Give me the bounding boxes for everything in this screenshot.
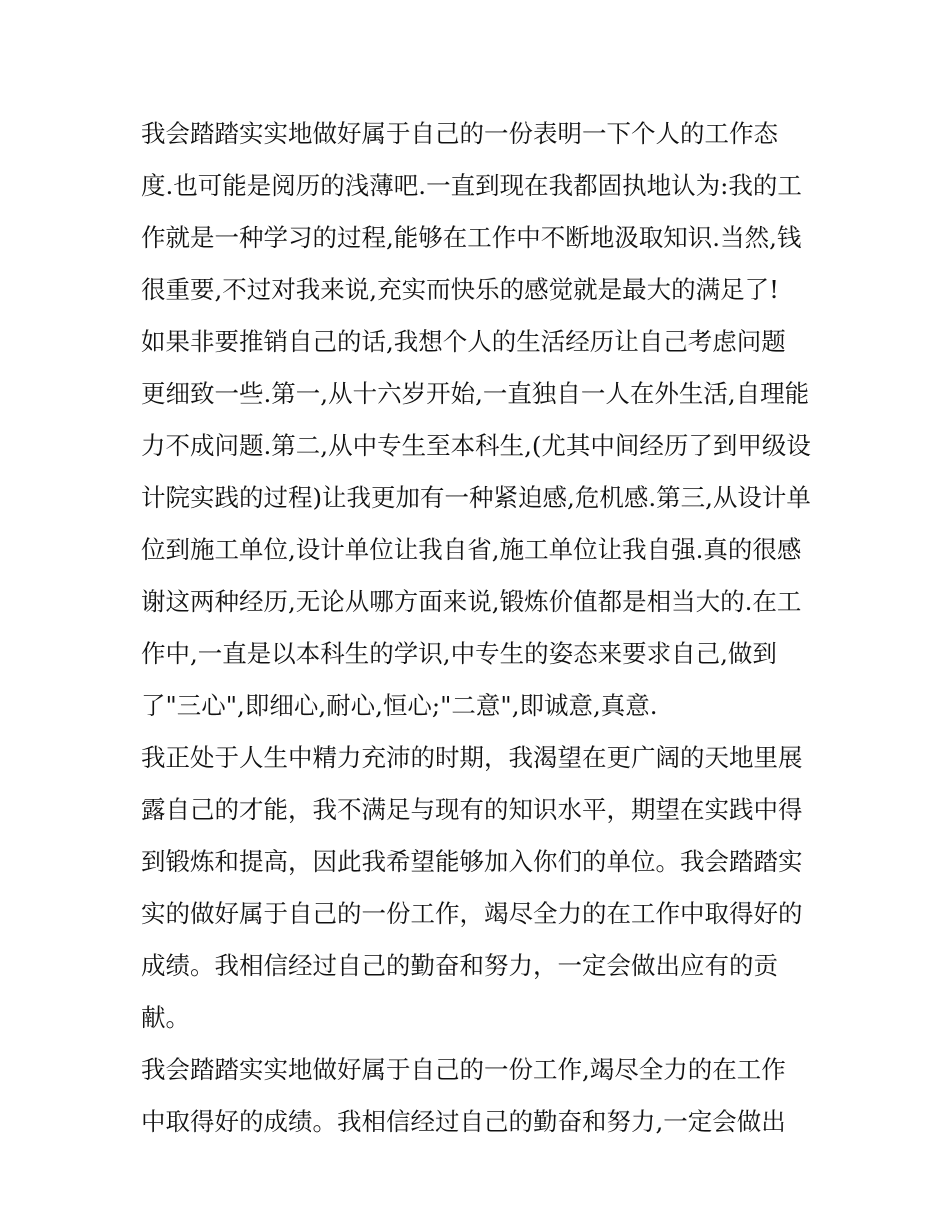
text-line: 中取得好的成绩。我相信经过自己的勤奋和努力,一定会做出 bbox=[141, 1107, 786, 1136]
text-line: 实的做好属于自己的一份工作，竭尽全力的在工作中取得好的 bbox=[141, 899, 803, 928]
text-line: 如果非要推销自己的话,我想个人的生活经历让自己考虑问题 bbox=[141, 327, 786, 356]
text-line: 很重要,不过对我来说,充实而快乐的感觉就是最大的满足了! bbox=[141, 275, 779, 304]
text-line: 作中,一直是以本科生的学识,中专生的姿态来要求自己,做到 bbox=[141, 639, 777, 668]
text-line: 我会踏踏实实地做好属于自己的一份表明一下个人的工作态 bbox=[141, 119, 778, 148]
text-line: 了"三心",即细心,耐心,恒心;"二意",即诚意,真意. bbox=[141, 691, 658, 720]
text-line: 成绩。我相信经过自己的勤奋和努力，一定会做出应有的贡 bbox=[141, 951, 778, 980]
text-line: 度.也可能是阅历的浅薄吧.一直到现在我都固执地认为:我的工 bbox=[141, 171, 802, 200]
text-line: 计院实践的过程)让我更加有一种紧迫感,危机感.第三,从设计单 bbox=[141, 483, 811, 512]
text-line: 作就是一种学习的过程,能够在工作中不断地汲取知识.当然,钱 bbox=[141, 223, 802, 252]
text-line: 我正处于人生中精力充沛的时期，我渴望在更广阔的天地里展 bbox=[141, 743, 803, 772]
text-line: 到锻炼和提高，因此我希望能够加入你们的单位。我会踏踏实 bbox=[141, 847, 803, 876]
text-line: 我会踏踏实实地做好属于自己的一份工作,竭尽全力的在工作 bbox=[141, 1055, 786, 1084]
text-line: 更细致一些.第一,从十六岁开始,一直独自一人在外生活,自理能 bbox=[141, 379, 810, 408]
text-line: 位到施工单位,设计单位让我自省,施工单位让我自强.真的很感 bbox=[141, 535, 802, 564]
text-line: 力不成问题.第二,从中专生至本科生,(尤其中间经历了到甲级设 bbox=[141, 431, 811, 460]
text-line: 露自己的才能，我不满足与现有的知识水平，期望在实践中得 bbox=[141, 795, 803, 824]
text-line: 谢这两种经历,无论从哪方面来说,锻炼价值都是相当大的.在工 bbox=[141, 587, 802, 616]
text-line: 献。 bbox=[141, 1003, 190, 1032]
body-text bbox=[141, 108, 821, 1148]
